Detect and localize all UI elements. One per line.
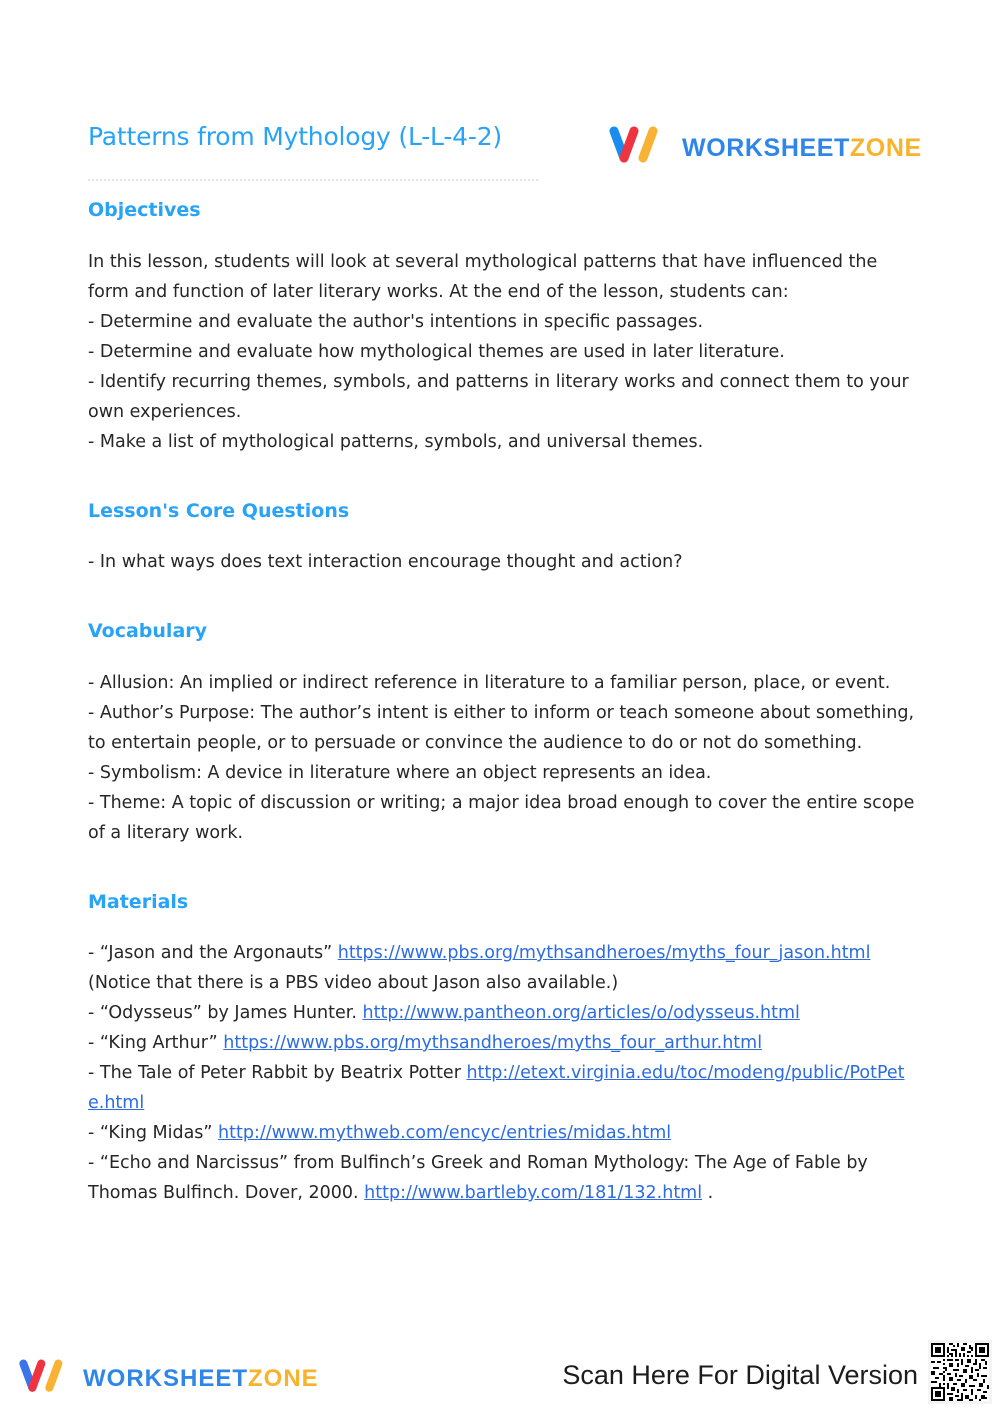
materials-item-link[interactable]: http://etext.virginia.edu/toc/modeng/public/PotPete.html — [88, 1063, 905, 1113]
qr-code[interactable] — [928, 1340, 992, 1404]
materials-item-text: - “Echo and Narcissus” from Bulfinch’s Greek and Roman Mythology: The Age of Fable by Thomas Bulfinch. Dover, 2000. — [88, 1153, 868, 1203]
brand-word-primary: WORKSHEET — [682, 133, 850, 162]
objectives-item: - Identify recurring themes, symbols, and patterns in literary works and connect them to your own experiences. — [88, 371, 909, 422]
page-title: Patterns from Mythology (L-L-4-2) — [88, 122, 502, 151]
vocabulary-item: - Author’s Purpose: The author’s intent is either to inform or teach someone about something, to entertain people, or to persuade or convince the audience to do or not do something. — [88, 702, 915, 753]
materials-item — [88, 938, 920, 998]
spacer — [88, 525, 920, 547]
spacer — [88, 225, 920, 247]
objectives-item: - Make a list of mythological patterns, symbols, and universal themes. — [88, 431, 704, 452]
core-questions-body — [88, 547, 920, 577]
section-heading-objectives: Objectives — [88, 199, 201, 221]
section-heading-materials: Materials — [88, 890, 189, 913]
scan-instruction-text: Scan Here For Digital Version — [562, 1360, 918, 1390]
core-question-item: - In what ways does text interaction encourage thought and action? — [88, 552, 683, 572]
brand-word-secondary: ZONE — [849, 133, 922, 162]
materials-item-link[interactable]: http://www.mythweb.com/encyc/entries/midas.html — [218, 1123, 672, 1143]
objectives-item: - Determine and evaluate how mythological themes are used in later literature. — [88, 341, 785, 362]
objectives-item: - Determine and evaluate the author's intentions in specific passages. — [88, 311, 704, 332]
title-divider — [88, 179, 540, 181]
materials-item-text: - “King Arthur” — [88, 1033, 224, 1053]
brand-logo-header[interactable] — [608, 124, 922, 172]
materials-item — [88, 1058, 920, 1118]
materials-item — [88, 1148, 920, 1208]
spacer — [88, 854, 920, 888]
brand-word-primary: WORKSHEET — [83, 1365, 248, 1392]
materials-item-text: . — [702, 1183, 714, 1203]
page-footer — [0, 1330, 1000, 1414]
section-heading-vocabulary: Vocabulary — [88, 620, 208, 642]
materials-item-link[interactable]: https://www.pbs.org/mythsandheroes/myths_four_jason.html — [337, 943, 871, 963]
worksheetzone-w-icon — [18, 1356, 70, 1402]
objectives-intro: In this lesson, students will look at several mythological patterns that have influenced the form and function of later literary works. At the end of the lesson, students can: — [88, 251, 878, 302]
materials-item-link[interactable]: http://www.pantheon.org/articles/o/odysseus.html — [362, 1003, 800, 1023]
materials-item-link[interactable]: https://www.pbs.org/mythsandheroes/myths_four_arthur.html — [223, 1033, 763, 1053]
materials-item — [88, 1118, 920, 1148]
brand-wordmark — [83, 1365, 319, 1393]
spacer — [88, 463, 920, 497]
section-objectives — [88, 196, 920, 457]
brand-logo-footer[interactable] — [18, 1356, 319, 1402]
section-vocabulary — [88, 617, 920, 848]
materials-item-text: - The Tale of Peter Rabbit by Beatrix Potter — [88, 1063, 467, 1083]
vocabulary-item: - Allusion: An implied or indirect reference in literature to a familiar person, place, or event. — [88, 672, 891, 693]
spacer — [88, 916, 920, 938]
materials-item-link[interactable]: http://www.bartleby.com/181/132.html — [364, 1183, 703, 1203]
worksheet-content — [88, 196, 920, 1214]
brand-word-secondary: ZONE — [248, 1365, 319, 1392]
materials-item-text: (Notice that there is a PBS video about Jason also available.) — [88, 973, 619, 993]
section-materials — [88, 888, 920, 1209]
spacer — [88, 583, 920, 617]
materials-item — [88, 998, 920, 1028]
section-heading-core-questions: Lesson's Core Questions — [88, 499, 350, 522]
vocabulary-item: - Theme: A topic of discussion or writing; a major idea broad enough to cover the entire scope of a literary work. — [88, 792, 915, 843]
vocabulary-body — [88, 668, 920, 848]
materials-item-text: - “Odysseus” by James Hunter. — [88, 1003, 363, 1023]
materials-item-text: - “Jason and the Argonauts” — [88, 943, 338, 963]
materials-item — [88, 1028, 920, 1058]
worksheetzone-w-icon — [608, 124, 666, 172]
materials-item-text: - “King Midas” — [88, 1123, 219, 1143]
vocabulary-item: - Symbolism: A device in literature where an object represents an idea. — [88, 762, 712, 783]
page-header — [88, 122, 922, 182]
brand-wordmark — [682, 134, 922, 163]
materials-body — [88, 938, 920, 1208]
section-core-questions — [88, 497, 920, 578]
objectives-body — [88, 247, 920, 457]
spacer — [88, 646, 920, 668]
